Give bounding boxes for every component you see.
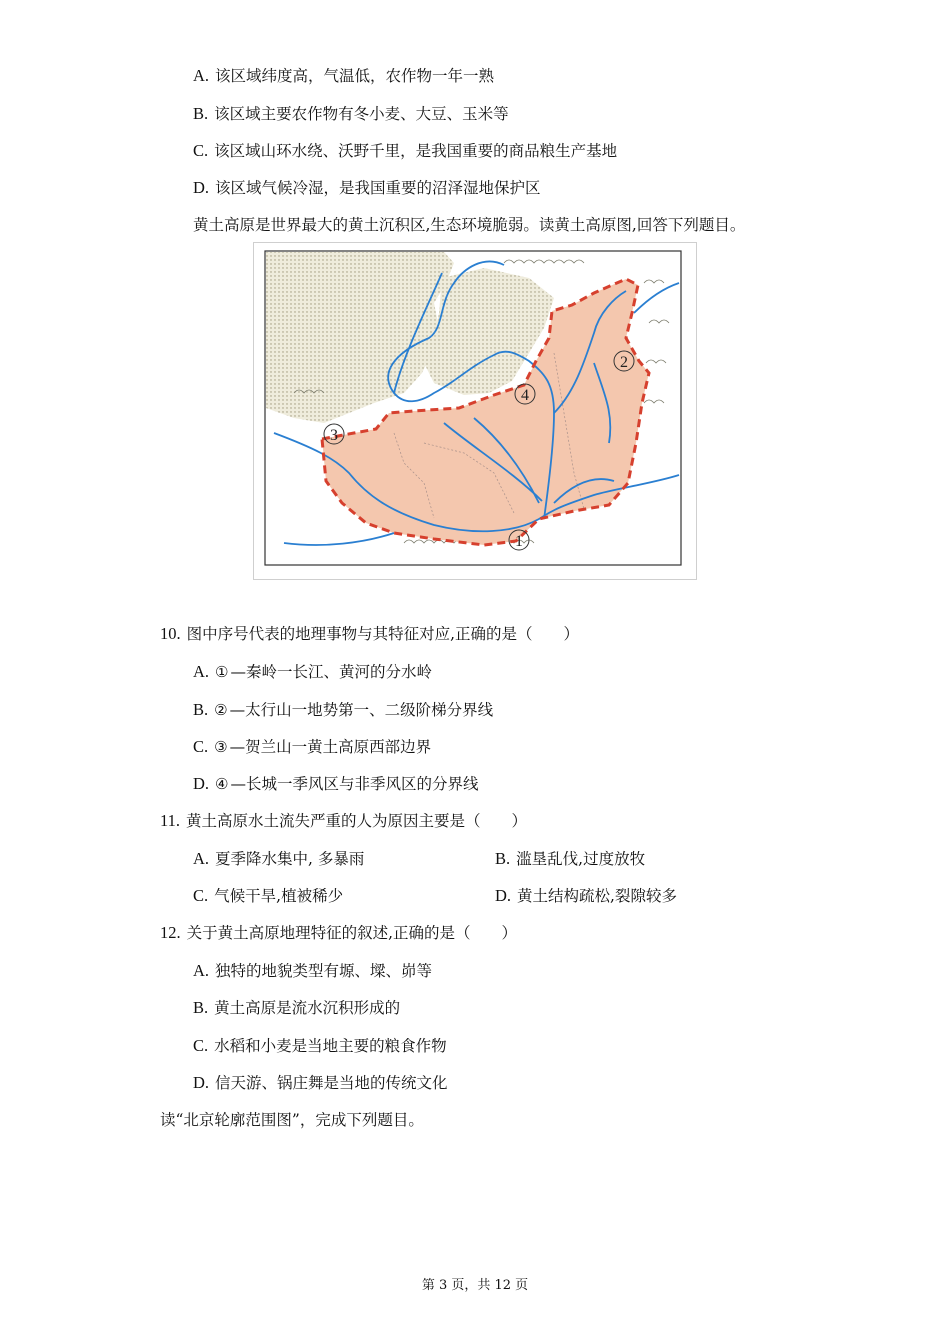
page-footer: 第 3 页，共 12 页 <box>421 1278 529 1293</box>
q12-option-a: A. 独特的地貌类型有塬、墚、峁等 <box>193 961 433 980</box>
q11-option-c: C. 气候干旱,植被稀少 <box>193 886 344 905</box>
q11-stem: 11. 黄土高原水土流失严重的人为原因主要是（ ） <box>160 811 528 830</box>
outro-text: 读“北京轮廓范围图”，完成下列题目。 <box>160 1111 424 1129</box>
svg-text:3: 3 <box>330 427 338 444</box>
q9-option-a: A. 该区域纬度高，气温低，农作物一年一熟 <box>193 66 495 85</box>
q10-option-d: D. ④ —长城一季风区与非季风区的分界线 <box>193 774 479 793</box>
loess-plateau-map <box>253 242 697 580</box>
intro-text: 黄土高原是世界最大的黄土沉积区,生态环境脆弱。读黄土高原图,回答下列题目。 <box>193 216 746 234</box>
svg-text:1: 1 <box>515 533 523 550</box>
svg-text:2: 2 <box>620 354 628 371</box>
q12-option-b: B. 黄土高原是流水沉积形成的 <box>193 998 401 1017</box>
svg-text:4: 4 <box>521 387 529 404</box>
q12-option-c: C. 水稻和小麦是当地主要的粮食作物 <box>193 1036 447 1055</box>
q11-option-b: B. 滥垦乱伐,过度放牧 <box>495 849 646 868</box>
q12-option-d: D. 信天游、锅庄舞是当地的传统文化 <box>193 1073 448 1092</box>
map-graphic <box>254 243 696 579</box>
q11-option-a: A. 夏季降水集中, 多暴雨 <box>193 849 365 868</box>
q12-stem: 12. 关于黄土高原地理特征的叙述,正确的是（ ） <box>160 923 518 942</box>
q10-stem: 10. 图中序号代表的地理事物与其特征对应,正确的是（ ） <box>160 624 580 643</box>
q10-option-a: A. ① —秦岭一长江、黄河的分水岭 <box>193 662 433 681</box>
q11-option-d: D. 黄土结构疏松,裂隙较多 <box>495 886 677 905</box>
q10-option-c: C. ③ —贺兰山一黄土高原西部边界 <box>193 737 432 756</box>
q10-option-b: B. ② —太行山一地势第一、二级阶梯分界线 <box>193 700 494 719</box>
q9-option-b: B. 该区域主要农作物有冬小麦、大豆、玉米等 <box>193 104 509 123</box>
q9-option-c: C. 该区域山环水绕、沃野千里，是我国重要的商品粮生产基地 <box>193 141 618 160</box>
q9-option-d: D. 该区域气候冷湿，是我国重要的沼泽湿地保护区 <box>193 178 541 197</box>
